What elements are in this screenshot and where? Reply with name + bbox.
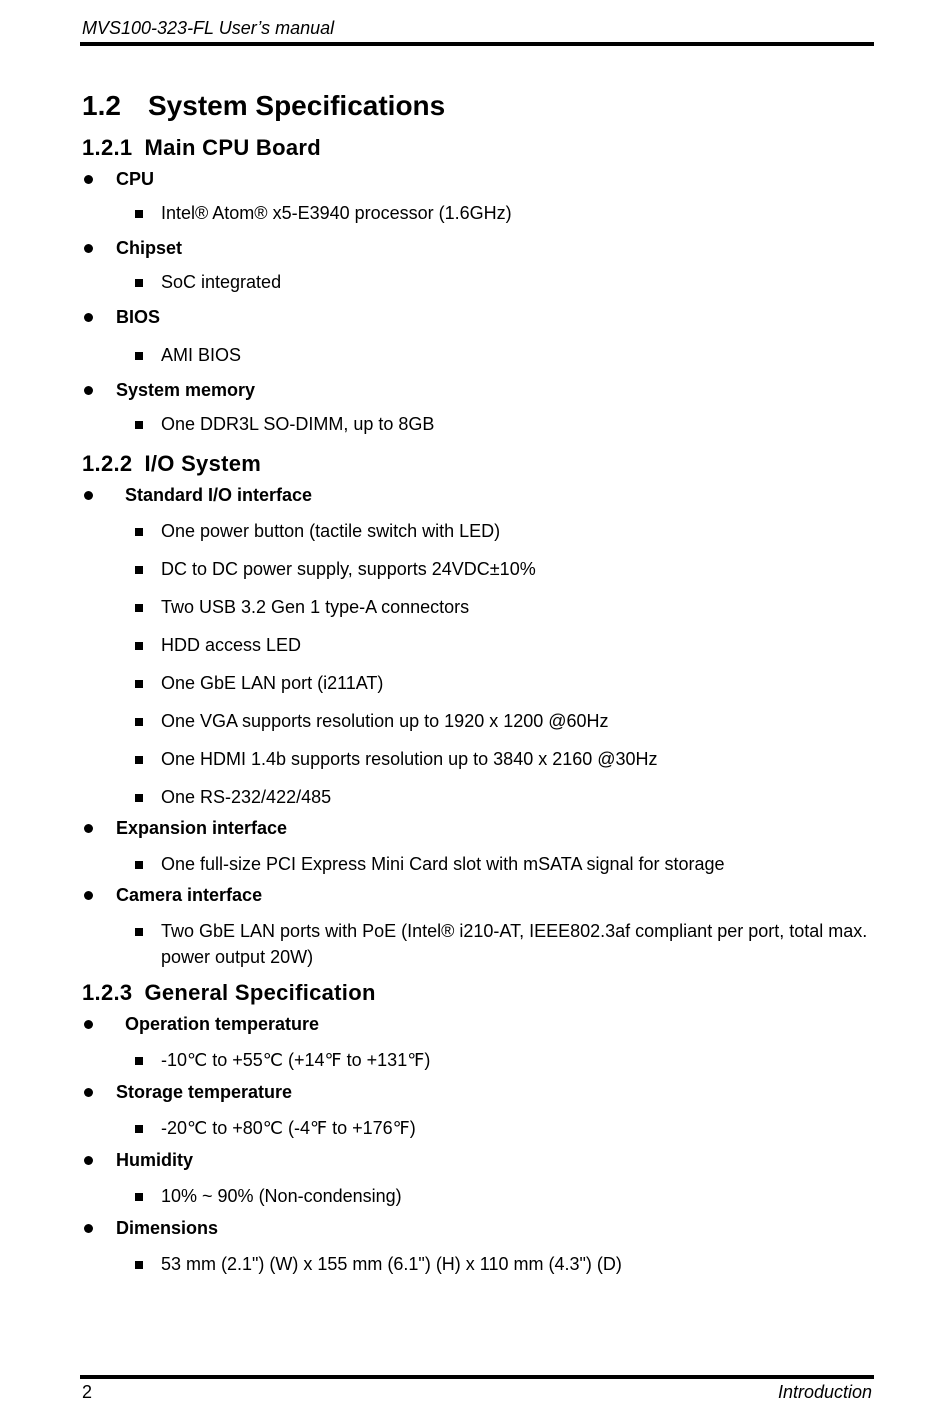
spec-detail: One VGA supports resolution up to 1920 x 1200 @60Hz xyxy=(82,708,874,734)
spec-detail: One power button (tactile switch with LED) xyxy=(82,518,874,544)
subsection-number: 1.2.2 xyxy=(82,451,133,476)
manual-header-title: MVS100-323-FL User’s manual xyxy=(82,18,335,38)
section-number: 1.2 xyxy=(82,90,121,121)
spec-item-humidity: Humidity xyxy=(82,1150,874,1171)
spec-detail: HDD access LED xyxy=(82,632,874,658)
spec-detail: One full-size PCI Express Mini Card slot with mSATA signal for storage xyxy=(82,851,874,877)
spec-detail: -20℃ to +80℃ (-4℉ to +176℉) xyxy=(82,1115,874,1141)
subsection-title: I/O System xyxy=(144,451,262,476)
spec-detail: AMI BIOS xyxy=(82,342,874,368)
page-content xyxy=(82,90,874,1277)
subsection-title: General Specification xyxy=(144,980,376,1005)
header-rule xyxy=(80,42,874,46)
spec-detail: Intel® Atom® x5-E3940 processor (1.6GHz) xyxy=(82,200,874,226)
spec-item-standard-io: Standard I/O interface xyxy=(82,485,874,506)
footer-section-name: Introduction xyxy=(777,1382,872,1402)
spec-detail: SoC integrated xyxy=(82,269,874,295)
section-heading xyxy=(82,90,874,122)
section-title: System Specifications xyxy=(148,90,446,121)
spec-detail: 10% ~ 90% (Non-condensing) xyxy=(82,1183,874,1209)
subsection-heading-io-system xyxy=(82,451,874,477)
spec-item-expansion: Expansion interface xyxy=(82,818,874,839)
spec-detail: Two USB 3.2 Gen 1 type-A connectors xyxy=(82,594,874,620)
spec-item-operation-temperature: Operation temperature xyxy=(82,1014,874,1035)
spec-item-chipset: Chipset xyxy=(82,238,874,259)
subsection-heading-main-cpu-board xyxy=(82,135,874,161)
spec-detail: One RS-232/422/485 xyxy=(82,784,874,810)
spec-item-dimensions: Dimensions xyxy=(82,1218,874,1239)
subsection-heading-general-specification xyxy=(82,980,874,1006)
spec-detail: One GbE LAN port (i211AT) xyxy=(82,670,874,696)
spec-detail: -10℃ to +55℃ (+14℉ to +131℉) xyxy=(82,1047,874,1073)
page-number: 2 xyxy=(82,1382,93,1402)
spec-item-cpu: CPU xyxy=(82,169,874,190)
spec-detail: One HDMI 1.4b supports resolution up to 3840 x 2160 @30Hz xyxy=(82,746,874,772)
subsection-number: 1.2.3 xyxy=(82,980,133,1005)
footer-rule xyxy=(80,1375,874,1379)
spec-detail: One DDR3L SO-DIMM, up to 8GB xyxy=(82,411,874,437)
spec-item-bios: BIOS xyxy=(82,307,874,328)
spec-detail: DC to DC power supply, supports 24VDC±10% xyxy=(82,556,874,582)
spec-item-storage-temperature: Storage temperature xyxy=(82,1082,874,1103)
subsection-number: 1.2.1 xyxy=(82,135,133,160)
spec-item-system-memory: System memory xyxy=(82,380,874,401)
spec-detail: 53 mm (2.1") (W) x 155 mm (6.1") (H) x 110 mm (4.3") (D) xyxy=(82,1251,874,1277)
spec-item-camera: Camera interface xyxy=(82,885,874,906)
subsection-title: Main CPU Board xyxy=(144,135,321,160)
spec-detail: Two GbE LAN ports with PoE (Intel® i210-AT, IEEE802.3af compliant per port, total max. power output 20W) xyxy=(82,918,874,970)
